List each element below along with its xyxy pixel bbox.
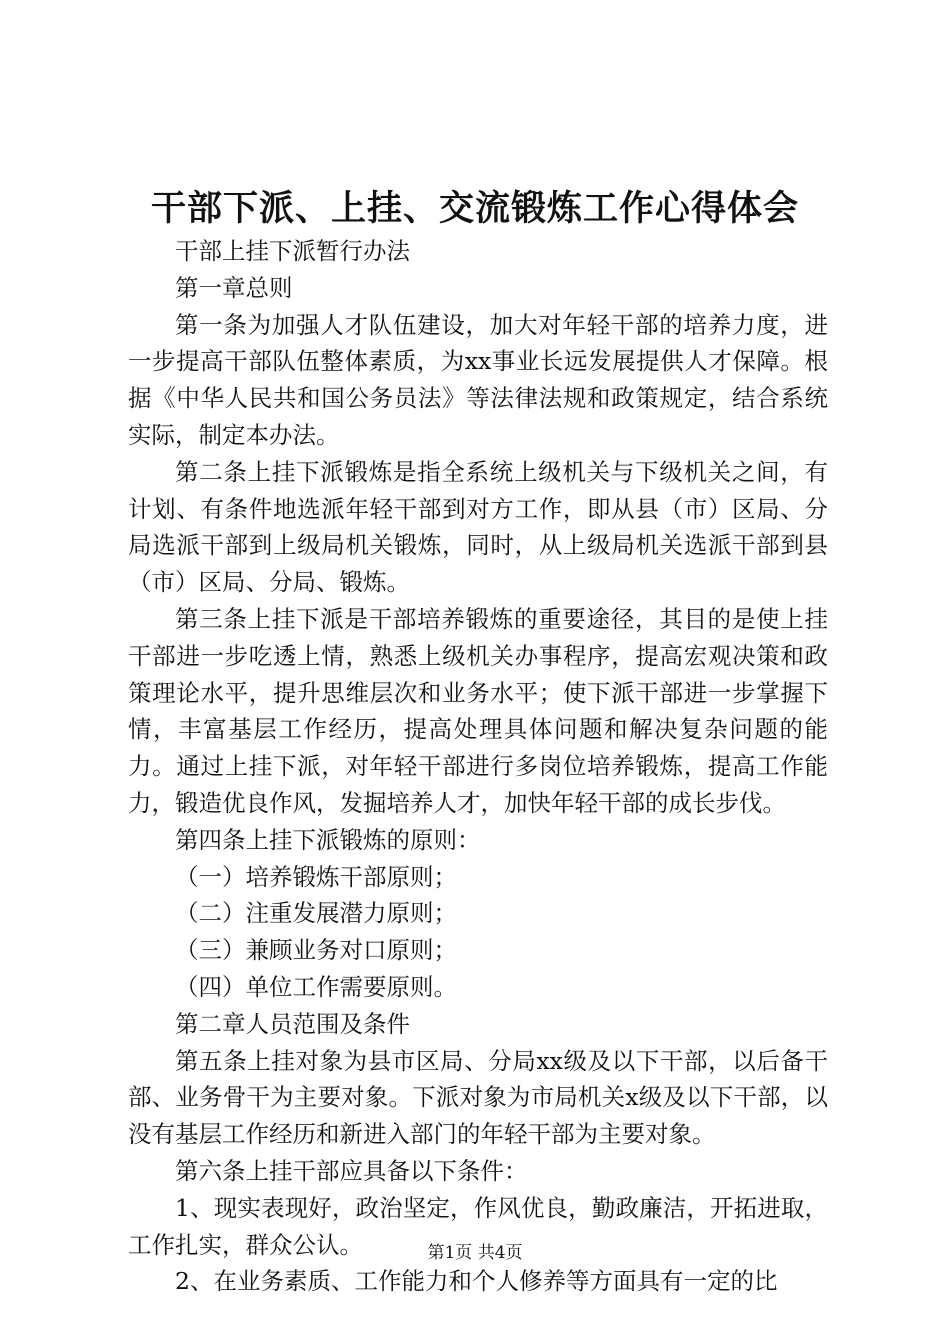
- paragraph: 第四条上挂下派锻炼的原则：: [175, 825, 481, 854]
- paragraph: 第五条上挂对象为县市区局、分局xx级及以下干部，以后备干部、业务骨干为主要对象。下派对象为市局机关x级及以下干部，以没有基层工作经历和新进入部门的年轻干部为主要对象。: [128, 1046, 828, 1149]
- paragraph: 第二条上挂下派锻炼是指全系统上级机关与下级机关之间，有计划、有条件地选派年轻干部到对方工作，即从县（市）区局、分局选派干部到上级局机关锻炼，同时，从上级局机关选派干部到县（市）区局、分局、锻炼。: [128, 457, 828, 597]
- document-title: 干部下派、上挂、交流锻炼工作心得体会: [150, 188, 799, 229]
- paragraph: （一）培养锻炼干部原则；: [175, 862, 457, 891]
- paragraph: 1、现实表现好，政治坚定，作风优良，勤政廉洁，开拓进取，工作扎实，群众公认。: [128, 1193, 828, 1259]
- paragraph: 第一章总则: [175, 273, 293, 302]
- paragraph: 第二章人员范围及条件: [175, 1009, 410, 1038]
- paragraph: 2、在业务素质、工作能力和个人修养等方面具有一定的比: [175, 1267, 778, 1296]
- document-body: [128, 233, 828, 1300]
- paragraph: （三）兼顾业务对口原则；: [175, 936, 457, 965]
- paragraph: 第一条为加强人才队伍建设，加大对年轻干部的培养力度，进一步提高干部队伍整体素质，为xx事业长远发展提供人才保障。根据《中华人民共和国公务员法》等法律法规和政策规定，结合系统实际，制定本办法。: [128, 310, 828, 449]
- paragraph: 干部上挂下派暂行办法: [175, 237, 410, 265]
- paragraph: （四）单位工作需要原则。: [175, 972, 457, 1001]
- paragraph: 第三条上挂下派是干部培养锻炼的重要途径，其目的是使上挂干部进一步吃透上情，熟悉上级机关办事程序，提高宏观决策和政策理论水平，提升思维层次和业务水平；使下派干部进一步掌握下情，丰富基层工作经历，提高处理具体问题和解决复杂问题的能力。通过上挂下派，对年轻干部进行多岗位培养锻炼，提高工作能力，锻造优良作风，发掘培养人才，加快年轻干部的成长步伐。: [128, 604, 828, 817]
- paragraph: （二）注重发展潜力原则；: [175, 899, 457, 928]
- page-footer: 第1页 共4页: [427, 1243, 523, 1263]
- paragraph: 第六条上挂干部应具备以下条件：: [175, 1156, 528, 1185]
